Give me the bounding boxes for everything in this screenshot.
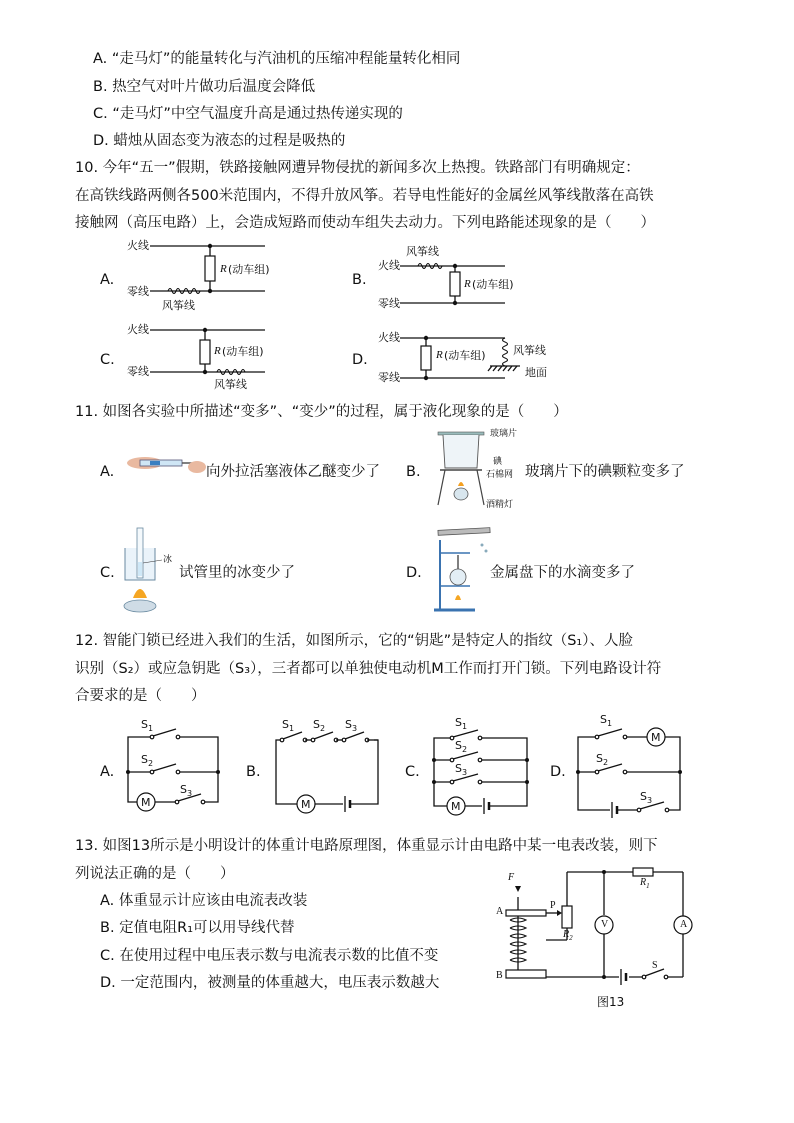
q10b-r-label: R (464, 278, 471, 290)
q10c-neutral-label: 零线 (127, 365, 149, 378)
q13-point-b-label: B (496, 970, 503, 981)
q10c-kite-label: 风筝线 (214, 378, 247, 391)
q12-option-c-label: C. (405, 764, 420, 780)
q10d-r-label: R (436, 349, 443, 361)
q12-option-d-label: D. (550, 764, 566, 780)
q10-option-a-label: A. (100, 272, 115, 288)
q9-option-d: D. 蜡烛从固态变为液态的过程是吸热的 (93, 133, 346, 149)
q10-option-c-label: C. (100, 352, 115, 368)
q13-stem-line1: 13. 如图13所示是小明设计的体重计电路原理图，体重显示计由电路中某一电表改装，则下 (75, 838, 658, 854)
q10a-r-label: R (220, 263, 227, 275)
q10a-live-label: 火线 (127, 239, 149, 252)
q10-option-d-label: D. (352, 352, 368, 368)
q12b-s1: $S_1$ (282, 718, 295, 734)
q12d-s2: $S_2$ (596, 752, 609, 768)
q11-option-b-letter: B. (406, 464, 421, 480)
q11-iodine-label: 碘 (493, 457, 503, 467)
q10-stem-line1: 10. 今年“五一”假期，铁路接触网遭异物侵扰的新闻多次上热搜。铁路部门有明确规定： (75, 160, 640, 176)
q10d-ground-label: 地面 (525, 366, 547, 379)
q11-ice-label: 冰 (163, 555, 173, 565)
q13-option-b: B. 定值电阻R₁可以用导线代替 (100, 920, 295, 936)
q9-option-a: A. “走马灯”的能量转化与汽油机的压缩冲程能量转化相同 (93, 51, 461, 67)
q12-stem-line1: 12. 智能门锁已经进入我们的生活，如图所示，它的“钥匙”是特定人的指纹（S₁）、人脸 (75, 633, 633, 649)
q12c-s1: $S_1$ (455, 716, 468, 732)
q12a-motor: M (141, 796, 151, 809)
q11-glass-label: 玻璃片 (490, 429, 518, 439)
q12b-s2: $S_2$ (313, 718, 326, 734)
q12c-s3: $S_3$ (455, 762, 468, 778)
q13-option-c: C. 在使用过程中电压表示数与电流表示数的比值不变 (100, 948, 439, 964)
q11-option-a-letter: A. (100, 464, 115, 480)
q10d-live-label: 火线 (378, 331, 400, 344)
q12-stem-line2: 识别（S₂）或应急钥匙（S₃），三者都可以单独使电动机M工作而打开门锁。下列电路设计符 (75, 661, 662, 677)
q13-stem-line2: 列说法正确的是（ ） (75, 866, 235, 882)
q13-switch-label: S (652, 960, 658, 971)
q13-slider-p-label: P (550, 900, 556, 911)
q12d-s3: $S_3$ (640, 790, 653, 806)
q11-option-b-text: 玻璃片下的碘颗粒变多了 (525, 464, 685, 480)
q10b-kite-label: 风筝线 (406, 245, 439, 258)
q10c-live-label: 火线 (127, 323, 149, 336)
q12-option-b-label: B. (246, 764, 261, 780)
q13-point-a-label: A (496, 906, 504, 917)
q12d-motor: M (651, 731, 661, 744)
q13-ammeter-label: A (680, 919, 688, 930)
q12b-s3: $S_3$ (345, 718, 358, 734)
q11-option-c-text: 试管里的冰变少了 (179, 565, 295, 581)
q12-option-a-label: A. (100, 764, 115, 780)
q9-option-c: C. “走马灯”中空气温度升高是通过热传递实现的 (93, 106, 403, 122)
q11-option-c-letter: C. (100, 565, 115, 581)
q12a-s3: $S_3$ (180, 783, 193, 799)
q13-option-a: A. 体重显示计应该由电流表改装 (100, 893, 308, 909)
q10-option-b-label: B. (352, 272, 367, 288)
q10d-kite-label: 风筝线 (513, 344, 546, 357)
q12c-motor: M (451, 800, 461, 813)
q11-option-a-text: 向外拉活塞液体乙醚变少了 (206, 464, 380, 480)
q11-gauze-label: 石棉网 (486, 470, 514, 480)
q10b-load-label: (动车组) (472, 278, 514, 291)
q10b-live-label: 火线 (378, 259, 400, 272)
q11-stem: 11. 如图各实验中所描述“变多”、“变少”的过程，属于液化现象的是（ ） (75, 404, 568, 420)
q11-option-d-letter: D. (406, 565, 422, 581)
q12-stem-line3: 合要求的是（ ） (75, 688, 206, 704)
q12c-s2: $S_2$ (455, 739, 468, 755)
q10a-load-label: (动车组) (228, 263, 270, 276)
q12d-s1: $S_1$ (600, 713, 613, 729)
q10-stem-line3: 接触网（高压电路）上，会造成短路而使动车组失去动力。下列电路能述现象的是（ ） (75, 215, 655, 231)
q13-force-label: F (508, 872, 515, 883)
q13-figure-caption: 图13 (597, 995, 625, 1009)
q10a-kite-label: 风筝线 (162, 299, 195, 312)
q10d-neutral-label: 零线 (378, 371, 400, 384)
q10c-r-label: R (214, 345, 221, 357)
q13-voltmeter-label: V (601, 919, 609, 930)
q11-lamp-label: 酒精灯 (486, 500, 514, 510)
q10b-neutral-label: 零线 (378, 297, 400, 310)
q10d-load-label: (动车组) (444, 349, 486, 362)
q10-stem-line2: 在高铁线路两侧各500米范围内，不得升放风筝。若导电性能好的金属丝风筝线散落在高铁 (75, 188, 654, 204)
q12a-s1: $S_1$ (141, 718, 154, 734)
q11-option-d-text: 金属盘下的水滴变多了 (490, 565, 635, 581)
q13-r2-label: $R_2$ (563, 929, 573, 942)
q13-r1-label: $R_1$ (640, 877, 650, 890)
q10a-neutral-label: 零线 (127, 285, 149, 298)
q13-option-d: D. 一定范围内，被测量的体重越大，电压表示数越大 (100, 975, 440, 991)
q9-option-b: B. 热空气对叶片做功后温度会降低 (93, 79, 316, 95)
q12b-motor: M (301, 798, 311, 811)
q12a-s2: $S_2$ (141, 753, 154, 769)
q10c-load-label: (动车组) (222, 345, 264, 358)
